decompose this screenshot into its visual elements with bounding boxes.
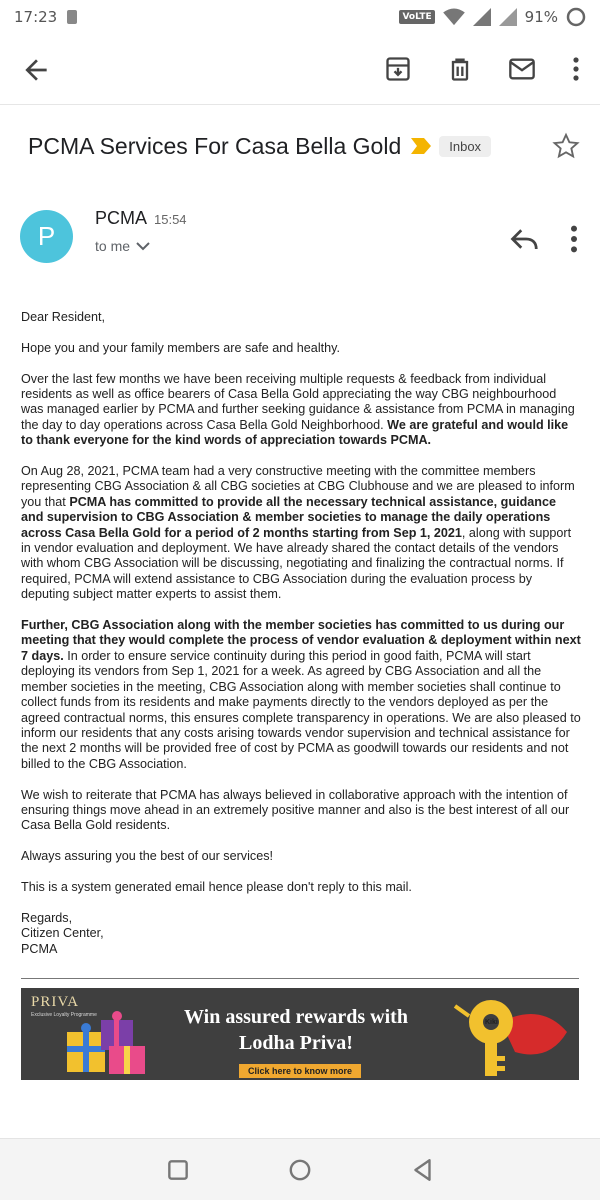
archive-button[interactable]: [380, 51, 416, 87]
signature-line-2: Citizen Center,: [21, 926, 104, 941]
paragraph-2-bold: We are grateful and would like to thank everyone for the kind words of appreciation towards PCMA.: [21, 417, 569, 448]
paragraph-5: We wish to reiterate that PCMA has always believed in collaborative approach with the intention of ensuring things move ahead in an extremely positive manner and also is the best interest of all our Casa Bella Gold residents.: [21, 787, 570, 833]
signature-line-1: Regards,: [21, 910, 73, 925]
paragraph-1: Hope you and your family members are safe and healthy.: [21, 340, 340, 355]
sent-time: 15:54: [154, 212, 187, 227]
gift-boxes-icon: [61, 1006, 171, 1076]
status-bar: [0, 0, 600, 34]
star-icon[interactable]: [552, 132, 580, 160]
subject-row: [28, 126, 580, 166]
mascot-label: Kiki: [485, 1019, 498, 1026]
battery-ring-icon: [566, 7, 586, 27]
key-mascot-icon: [431, 992, 571, 1078]
sender-row: [20, 208, 584, 268]
paragraph-3-bold: PCMA has committed to provide all the necessary technical assistance, guidance and supervision to CBG Association & member societies to manage the daily operations across Casa Bella Gold for a period of 2 months starting from Sep 1, 2021: [21, 494, 556, 540]
message-more-icon[interactable]: [564, 224, 584, 254]
paragraph-3: [21, 464, 581, 603]
archive-icon: [384, 55, 412, 83]
inbox-label-chip[interactable]: Inbox: [439, 136, 491, 157]
banner-headline: [171, 1004, 421, 1056]
system-nav-bar: [0, 1138, 600, 1200]
more-vertical-icon: [572, 56, 580, 82]
triangle-back-icon[interactable]: [410, 1157, 436, 1183]
wifi-icon: [443, 8, 465, 26]
square-icon[interactable]: [165, 1157, 191, 1183]
paragraph-6: Always assuring you the best of our services!: [21, 849, 273, 864]
status-time: 17:23: [14, 8, 58, 26]
greeting: Dear Resident,: [21, 310, 105, 324]
arrow-left-icon: [20, 54, 52, 86]
signature-line-3: PCMA: [21, 941, 58, 956]
paragraph-4: [21, 618, 581, 772]
recipient-details-toggle[interactable]: [95, 238, 150, 254]
paragraph-7: This is a system generated email hence please don't reply to this mail.: [21, 879, 412, 894]
signal-icon-2: [499, 8, 517, 26]
mark-unread-button[interactable]: [504, 51, 540, 87]
signal-icon: [473, 8, 491, 26]
email-subject: PCMA Services For Casa Bella Gold: [28, 132, 402, 159]
notification-icon: [67, 10, 77, 24]
banner-brand-tagline: Exclusive Loyalty Programme: [31, 1012, 97, 1018]
delete-button[interactable]: [442, 51, 478, 87]
email-body: [21, 310, 581, 957]
back-button[interactable]: [20, 54, 52, 86]
more-options-button[interactable]: [566, 51, 586, 87]
important-marker-icon[interactable]: [411, 138, 431, 154]
paragraph-4-bold: Further, CBG Association along with the member societies has committed to us during our meeting that they would complete the process of vendor evaluation & deployment within next 7 days.: [21, 618, 581, 663]
promo-banner[interactable]: [21, 988, 579, 1080]
battery-percent: 91%: [524, 8, 558, 26]
trash-icon: [446, 55, 474, 83]
banner-headline-line-2: Lodha Priva!: [239, 1032, 353, 1054]
mail-icon: [507, 55, 537, 83]
chevron-down-icon: [136, 241, 150, 251]
avatar[interactable]: P: [20, 210, 73, 263]
email-toolbar: [0, 34, 600, 104]
paragraph-4-text: In order to ensure service continuity during this period in good faith, PCMA will start deploying its vendors from Sep 1, 2021 for a week. As agreed by CBG Association and all the member societies in the meeting, CBG Association along with member societies shall continue to collect funds from its residents and make payments directly to the vendors deployed as per the agreed contractual norms, this ensures complete transparency in operations. We are also pleased to inform our residents that any costs arising towards vendor supervision and technical assistance for the next 2 months will be provided free of cost by PCMA as goodwill towards our residents and not billed to the CBG Association.: [21, 648, 581, 771]
banner-cta-button[interactable]: Click here to know more: [239, 1064, 361, 1078]
reply-icon[interactable]: [510, 226, 540, 252]
sender-name: PCMA: [95, 208, 148, 228]
signature: [21, 911, 581, 957]
banner-headline-line-1: Win assured rewards with: [184, 1006, 408, 1028]
paragraph-2-text: Over the last few months we have been receiving multiple requests & feedback from individual residents as well as office bearers of Casa Bella Gold appreciating the way CBG neighbourhood was managed earlier by PCMA and further seeking guidance & assistance from PCMA in managing the day to day operations across Casa Bella Gold Neighborhood.: [21, 371, 575, 432]
signature-divider: [21, 978, 579, 979]
paragraph-3-text: On Aug 28, 2021, PCMA team had a very constructive meeting with the committee members representing CBG Association & all CBG societies at CBG Clubhouse and we are pleased to inform you that: [21, 464, 575, 509]
circle-icon[interactable]: [287, 1157, 313, 1183]
recipient-label: to me: [95, 238, 131, 254]
volte-badge: VoLTE: [399, 10, 434, 24]
toolbar-divider: [0, 104, 600, 105]
paragraph-2: [21, 372, 581, 449]
banner-brand-logo: PRIVA: [31, 994, 80, 1010]
paragraph-3-tail: , along with support in vendor evaluation and deployment. We have already shared the contact details of the vendors with whom CBG Association will be discussing, negotiating and finalizing the contractual norms. If required, PCMA will extend assistance to CBG Association during the evaluation process by deputing subject matter experts to assist them.: [21, 525, 572, 602]
